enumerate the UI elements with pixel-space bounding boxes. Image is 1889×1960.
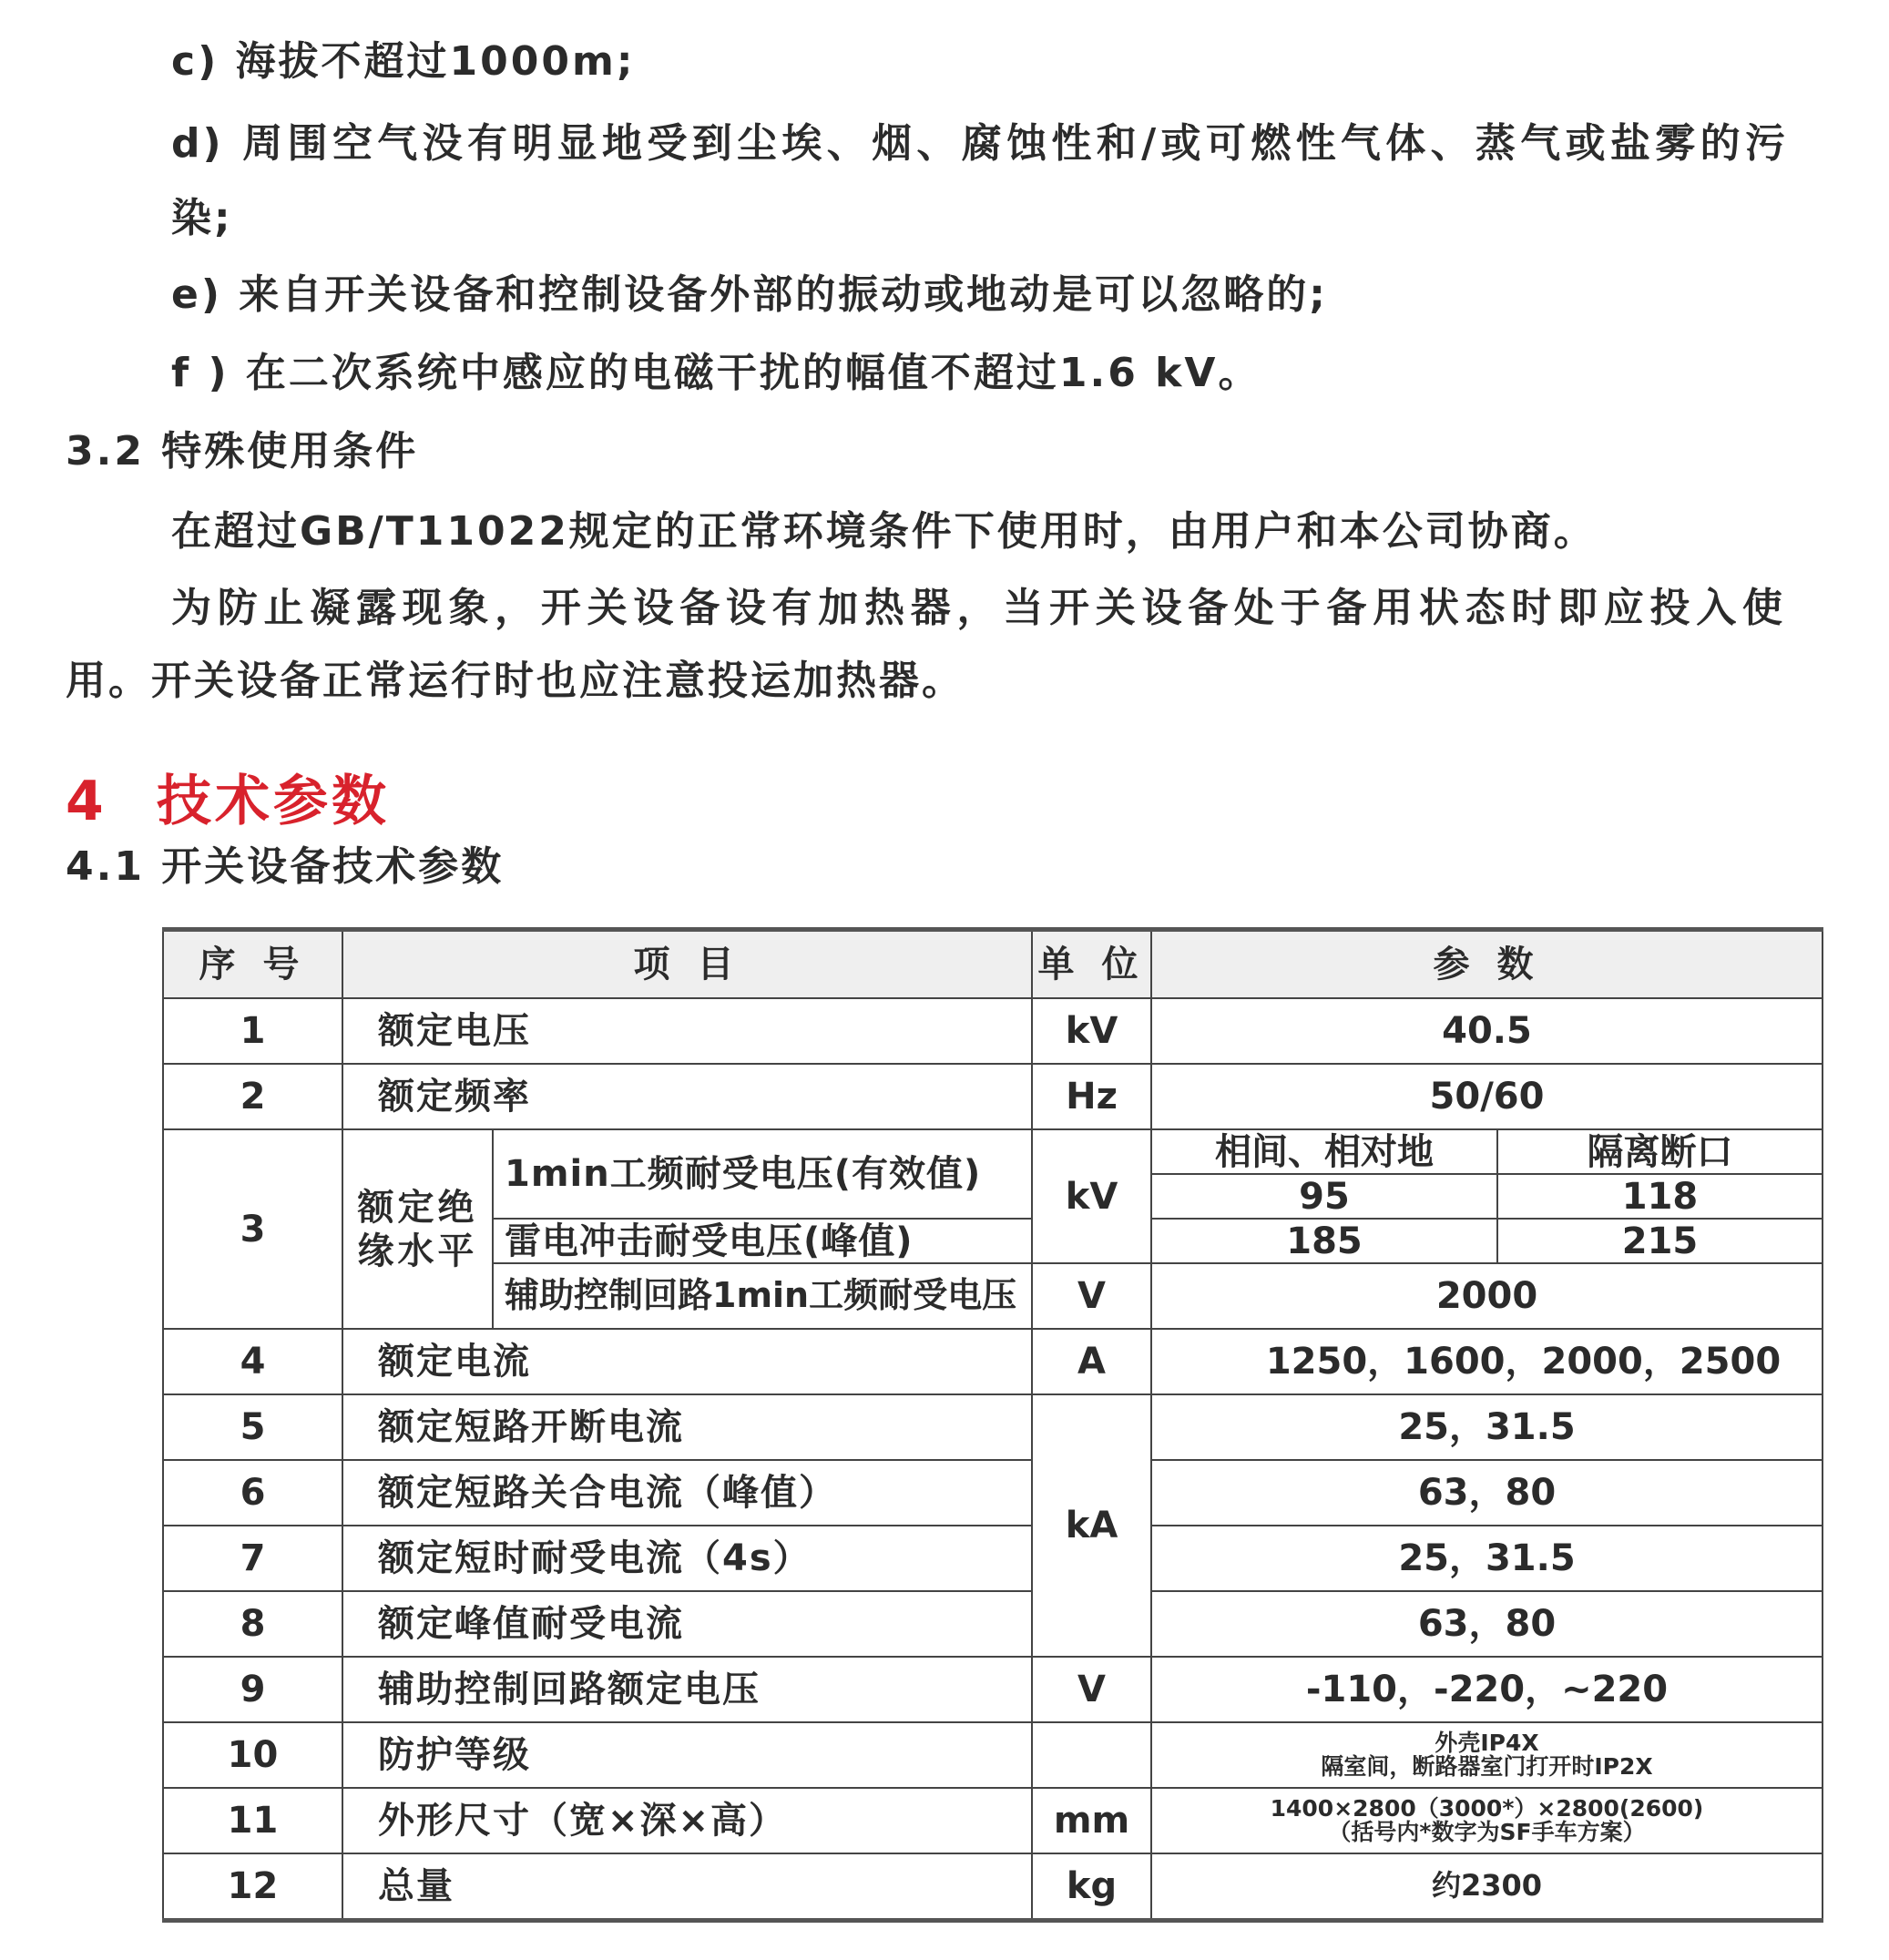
row-item: 辅助控制回路额定电压 [342, 1657, 1032, 1722]
row-param-line2: 隔室间，断路器室门打开时IP2X [1321, 1753, 1653, 1780]
row-item: 额定频率 [342, 1064, 1032, 1129]
insulation-sub-1: 1min工频耐受电压(有效值) [493, 1129, 1032, 1219]
row-param-line1: 外壳IP4X [1435, 1729, 1539, 1756]
row-no: 4 [163, 1329, 342, 1394]
table-row [163, 1394, 1823, 1460]
insulation-unit-kv: kV [1032, 1129, 1151, 1263]
table-row [163, 1129, 1823, 1174]
row-no: 2 [163, 1064, 342, 1129]
section-4-number: 4 [66, 770, 107, 833]
row-item: 额定短时耐受电流（4s） [342, 1526, 1032, 1591]
row-item: 额定短路开断电流 [342, 1394, 1032, 1460]
row-param [1151, 1722, 1823, 1788]
row-param: 63，80 [1151, 1460, 1823, 1526]
insulation-v1b: 118 [1497, 1174, 1823, 1219]
row-no: 5 [163, 1394, 342, 1460]
row-param: 25，31.5 [1151, 1526, 1823, 1591]
section-4-title: 技术参数 [157, 770, 390, 833]
row-no: 8 [163, 1591, 342, 1657]
row-param: -110，-220，~220 [1151, 1657, 1823, 1722]
section-3-2-title: 3.2 特殊使用条件 [66, 428, 419, 475]
table-row [163, 1788, 1823, 1853]
insulation-v1a: 95 [1151, 1174, 1497, 1219]
header-unit: 单 位 [1032, 930, 1151, 999]
section-4-1-title: 4.1 开关设备技术参数 [66, 843, 505, 890]
section-3-2-para1: 在超过GB/T11022规定的正常环境条件下使用时，由用户和本公司协商。 [171, 508, 1597, 555]
table-row [163, 1722, 1823, 1788]
row-param-line1: 1400×2800（3000*）×2800(2600) [1270, 1794, 1704, 1822]
row-param: 1250，1600，2000，2500 [1151, 1329, 1823, 1394]
row-no: 9 [163, 1657, 342, 1722]
insulation-col-a: 相间、相对地 [1151, 1129, 1497, 1174]
header-param: 参 数 [1151, 930, 1823, 999]
row-no: 12 [163, 1853, 342, 1921]
table-row [163, 1329, 1823, 1394]
spec-table [162, 927, 1823, 1923]
row-item: 额定短路关合电流（峰值） [342, 1460, 1032, 1526]
condition-c: c) 海拔不超过1000m; [171, 38, 636, 85]
row-unit-ka: kA [1032, 1394, 1151, 1657]
row-unit: kg [1032, 1853, 1151, 1921]
row-no: 6 [163, 1460, 342, 1526]
row-item: 额定电流 [342, 1329, 1032, 1394]
table-row [163, 1591, 1823, 1657]
section-4-heading [66, 758, 390, 836]
row-item: 额定电压 [342, 998, 1032, 1064]
insulation-v3: 2000 [1151, 1263, 1823, 1329]
row-item: 外形尺寸（宽×深×高） [342, 1788, 1032, 1853]
row-item: 防护等级 [342, 1722, 1032, 1788]
table-row [163, 1526, 1823, 1591]
condition-d-line2: 染; [171, 195, 233, 241]
header-item: 项 目 [342, 930, 1032, 999]
row-param: 25，31.5 [1151, 1394, 1823, 1460]
row-no: 1 [163, 998, 342, 1064]
insulation-v2a: 185 [1151, 1219, 1497, 1263]
header-no: 序 号 [163, 930, 342, 999]
condition-e: e) 来自开关设备和控制设备外部的振动或地动是可以忽略的; [171, 271, 1328, 318]
row-no: 11 [163, 1788, 342, 1853]
row-unit [1032, 1722, 1151, 1788]
row-item: 总量 [342, 1853, 1032, 1921]
row-unit: kV [1032, 998, 1151, 1064]
row-no: 10 [163, 1722, 342, 1788]
table-header-row [163, 930, 1823, 999]
section-3-2-para2-line1: 为防止凝露现象，开关设备设有加热器，当开关设备处于备用状态时即应投入使 [171, 585, 1785, 631]
row-unit: Hz [1032, 1064, 1151, 1129]
table-row [163, 1460, 1823, 1526]
row-param-line2: （括号内*数字为SF手车方案） [1328, 1819, 1646, 1845]
insulation-sub-2: 雷电冲击耐受电压(峰值) [493, 1219, 1032, 1263]
row-no: 3 [163, 1129, 342, 1329]
table-row [163, 998, 1823, 1064]
row-unit: mm [1032, 1788, 1151, 1853]
insulation-unit-v: V [1032, 1263, 1151, 1329]
row-item: 额定峰值耐受电流 [342, 1591, 1032, 1657]
row-param: 40.5 [1151, 998, 1823, 1064]
insulation-group-label: 额定绝缘水平 [342, 1129, 493, 1329]
row-unit: A [1032, 1329, 1151, 1394]
row-unit: V [1032, 1657, 1151, 1722]
table-row [163, 1853, 1823, 1921]
section-3-2-para2-line2: 用。开关设备正常运行时也应注意投运加热器。 [66, 658, 965, 704]
row-no: 7 [163, 1526, 342, 1591]
insulation-v2b: 215 [1497, 1219, 1823, 1263]
table-row [163, 1064, 1823, 1129]
row-param: 63，80 [1151, 1591, 1823, 1657]
row-param: 约2300 [1151, 1853, 1823, 1921]
insulation-sub-3: 辅助控制回路1min工频耐受电压 [493, 1263, 1032, 1329]
condition-f: f ) 在二次系统中感应的电磁干扰的幅值不超过1.6 kV。 [171, 350, 1261, 396]
row-param: 50/60 [1151, 1064, 1823, 1129]
row-param [1151, 1788, 1823, 1853]
condition-d-line1: d) 周围空气没有明显地受到尘埃、烟、腐蚀性和/或可燃性气体、蒸气或盐雾的污 [171, 120, 1788, 167]
table-row [163, 1657, 1823, 1722]
insulation-col-b: 隔离断口 [1497, 1129, 1823, 1174]
